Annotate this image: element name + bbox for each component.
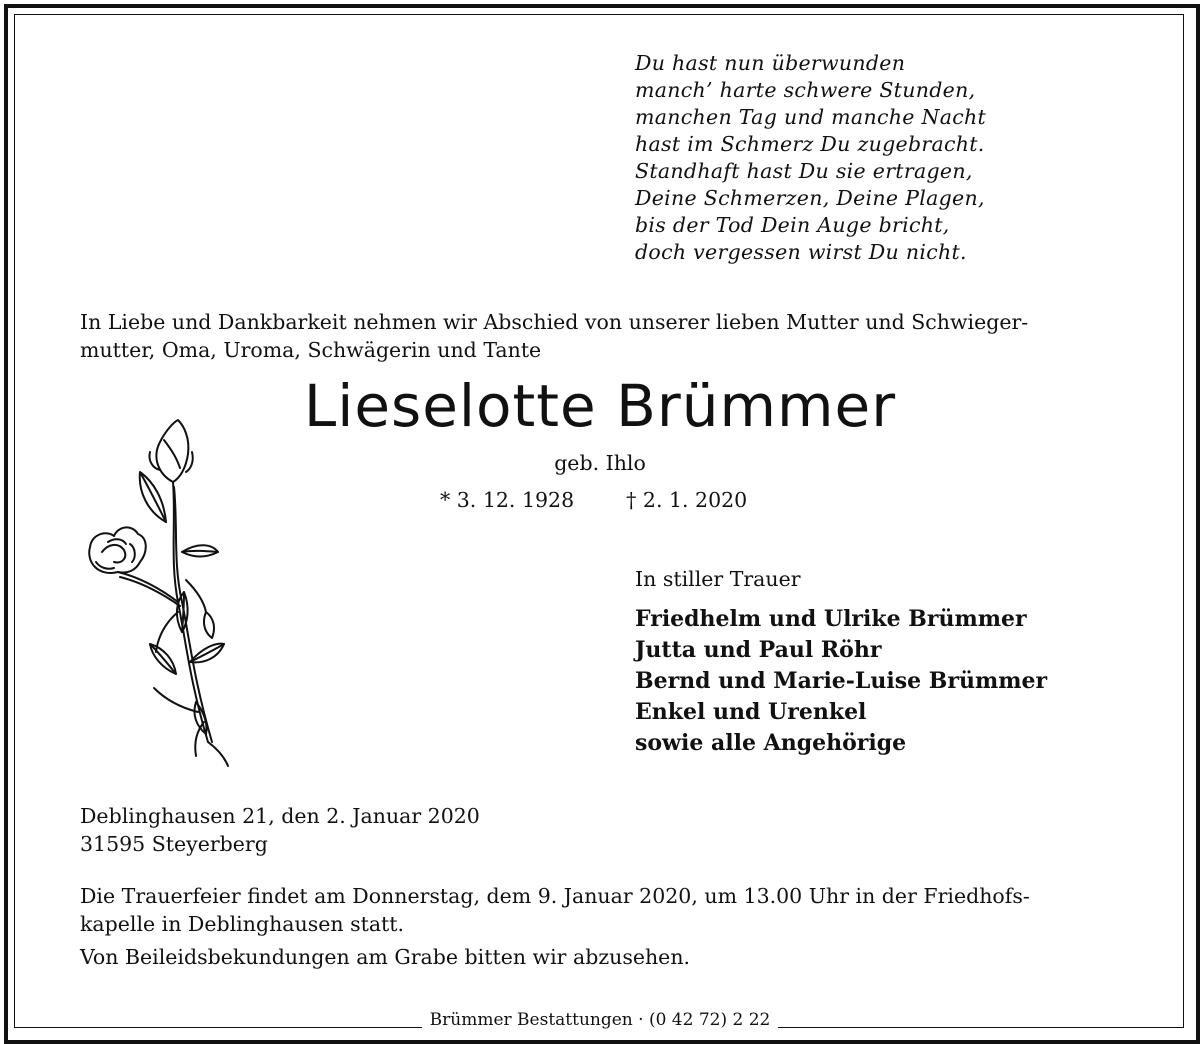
rose-icon: [78, 412, 248, 772]
poem-line: manch’ harte schwere Stunden,: [635, 78, 976, 102]
poem-line: bis der Tod Dein Auge bricht,: [635, 213, 950, 237]
condolence-note: Von Beileidsbekundungen am Grabe bitten wir abzusehen.: [80, 945, 691, 969]
ceremony-line: Die Trauerfeier findet am Donnerstag, dem 9. Januar 2020, um 13.00 Uhr in der Friedhofs-: [80, 884, 1030, 908]
deceased-name: Lieselotte Brümmer: [303, 372, 897, 440]
poem-line: doch vergessen wirst Du nicht.: [635, 240, 967, 264]
place-date: [80, 802, 480, 858]
poem-line: Standhaft hast Du sie ertragen,: [635, 159, 973, 183]
postal-line: 31595 Steyerberg: [80, 832, 268, 856]
list-item: Friedhelm und Ulrike Brümmer: [635, 606, 1027, 632]
intro-text: [80, 308, 1140, 364]
death-date: † 2. 1. 2020: [626, 488, 748, 512]
poem: [635, 50, 986, 266]
life-dates: [440, 488, 747, 512]
list-item: Enkel und Urenkel: [635, 699, 867, 725]
ceremony-line: kapelle in Deblinghausen statt.: [80, 912, 405, 936]
poem-line: Du hast nun überwunden: [635, 51, 906, 75]
mourning-label: In stiller Trauer: [635, 567, 801, 591]
place-line: Deblinghausen 21, den 2. Januar 2020: [80, 804, 480, 828]
funeral-home-footer: [0, 1010, 1200, 1030]
poem-line: hast im Schmerz Du zugebracht.: [635, 132, 985, 156]
list-item: Jutta und Paul Röhr: [635, 637, 882, 663]
poem-line: Deine Schmerzen, Deine Plagen,: [635, 186, 985, 210]
birth-date: * 3. 12. 1928: [440, 488, 575, 512]
list-item: sowie alle Angehörige: [635, 730, 907, 756]
list-item: Bernd und Marie-Luise Brümmer: [635, 668, 1048, 694]
ceremony-info: [80, 882, 1030, 938]
intro-line: In Liebe und Dankbarkeit nehmen wir Abschied von unserer lieben Mutter und Schwieger-: [80, 310, 1029, 334]
mourners-list: [635, 604, 1047, 759]
maiden-name: geb. Ihlo: [554, 451, 646, 475]
footer-text: Brümmer Bestattungen · (0 42 72) 2 22: [422, 1010, 779, 1030]
poem-line: manchen Tag und manche Nacht: [635, 105, 987, 129]
intro-line: mutter, Oma, Uroma, Schwägerin und Tante: [80, 338, 542, 362]
